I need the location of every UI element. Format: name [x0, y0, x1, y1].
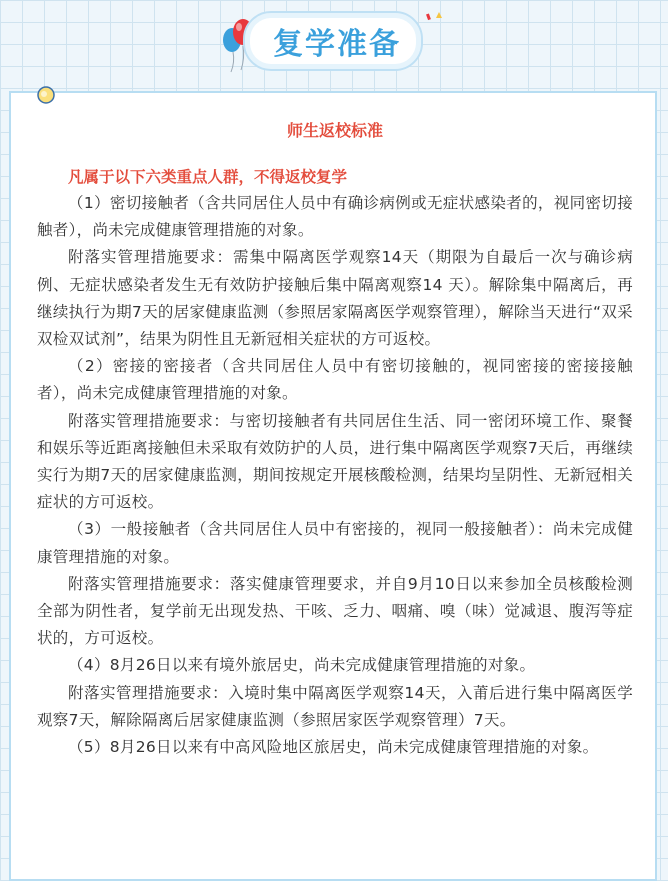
- paragraph-2: 附落实管理措施要求：需集中隔离医学观察14天（期限为自最后一次与确诊病例、无症状感染者发生无有效防护接触后集中隔离观察14 天）。解除集中隔离后，再继续执行为期7天的居家健康监测（参照居家隔离医学观察管理），解除当天进行“双采双检双试剂”，结果为阴性且无新冠相关症状的方可返校。: [37, 248, 633, 349]
- paragraph-3: （2）密接的密接者（含共同居住人员中有密切接触的，视同密接的密接接触者），尚未完成健康管理措施的对象。: [37, 357, 633, 403]
- paragraph-9: （5）8月26日以来有中高风险地区旅居史，尚未完成健康管理措施的对象。: [68, 738, 599, 757]
- paragraph-6: 附落实管理措施要求：落实健康管理要求，并自9月10日以来参加全员核酸检测全部为阴性者，复学前无出现发热、干咳、乏力、咽痛、嗅（味）觉减退、腹泻等症状的，方可返校。: [37, 574, 633, 648]
- paragraph-5: （3）一般接触者（含共同居住人员中有密接的，视同一般接触者）：尚未完成健康管理措施的对象。: [37, 520, 633, 566]
- paragraph-8: 附落实管理措施要求：入境时集中隔离医学观察14天，入莆后进行集中隔离医学观察7天，解除隔离后居家健康监测（参照居家医学观察管理）7天。: [37, 683, 633, 729]
- lead-statement: 凡属于以下六类重点人群，不得返校复学: [68, 168, 348, 186]
- page-title: 复学准备: [273, 27, 401, 62]
- page-title-badge: [243, 11, 423, 71]
- header-banner: [0, 0, 668, 90]
- paragraph-4: 附落实管理措施要求：与密切接触者有共同居住生活、同一密闭环境工作、聚餐和娱乐等近距离接触但未采取有效防护的人员，进行集中隔离医学观察7天后，再继续实行为期7天的居家健康监测，期间按规定开展核酸检测，结果均呈阴性、无新冠相关症状的方可返校。: [37, 411, 633, 512]
- paragraph-7: （4）8月26日以来有境外旅居史，尚未完成健康管理措施的对象。: [68, 656, 536, 675]
- paragraph-1: （1）密切接触者（含共同居住人员中有确诊病例或无症状感染者的，视同密切接触者），尚未完成健康管理措施的对象。: [37, 194, 633, 240]
- section-title: 师生返校标准: [286, 121, 383, 140]
- article-body: [37, 112, 633, 761]
- confetti-icon: [425, 10, 447, 26]
- pin-icon: [36, 85, 56, 105]
